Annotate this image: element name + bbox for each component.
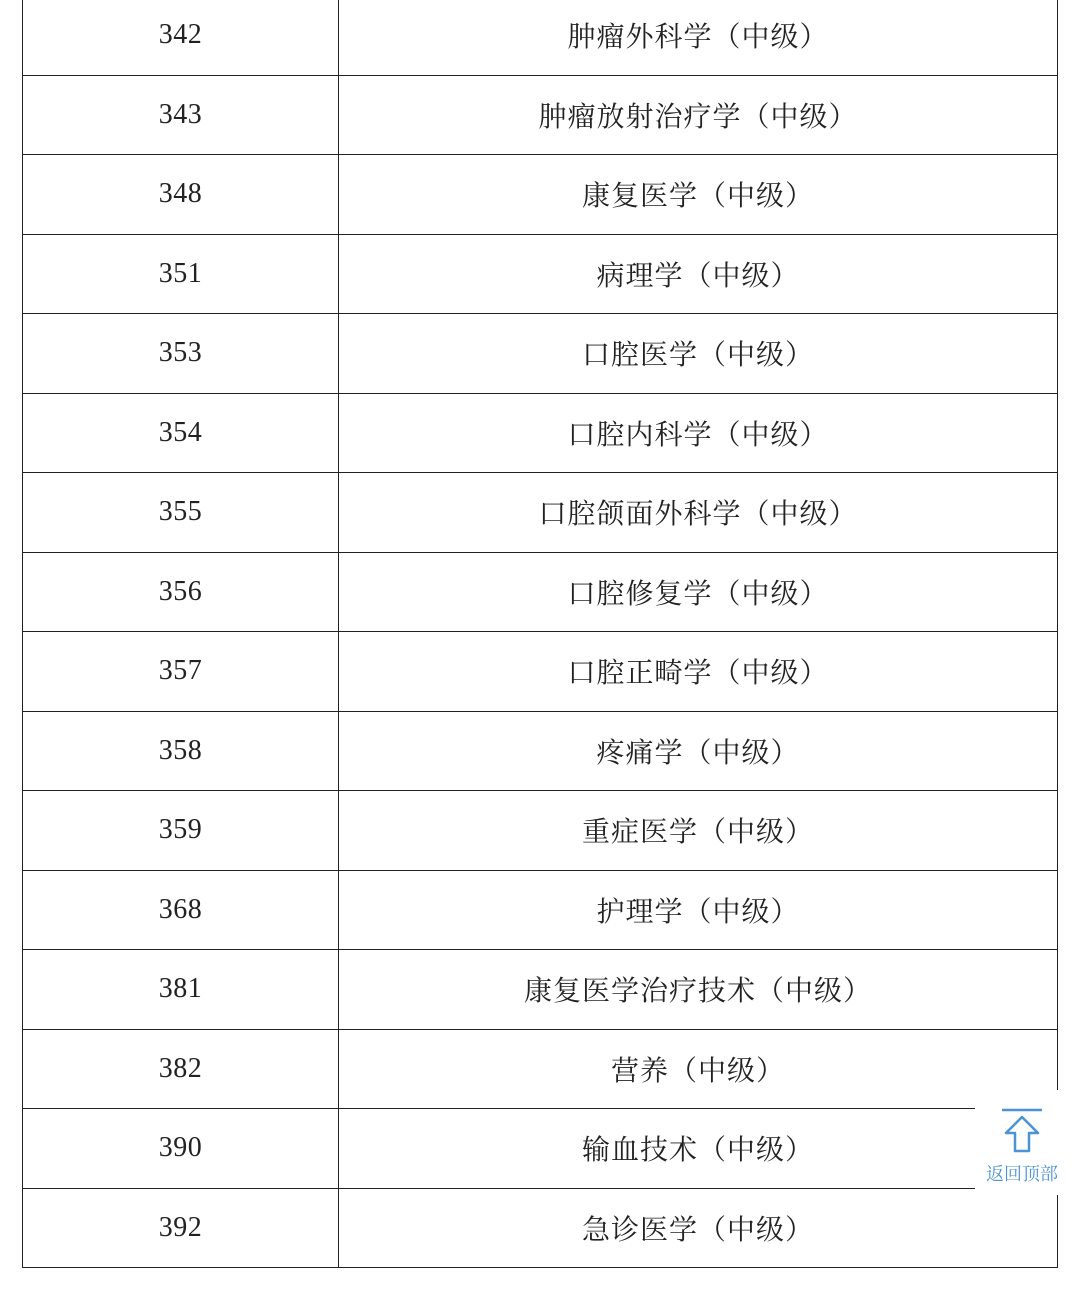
subject-code-cell: 354 (23, 393, 339, 473)
table-row (23, 1109, 1058, 1189)
subject-code-cell: 368 (23, 870, 339, 950)
subject-code-cell: 359 (23, 791, 339, 871)
subject-code-cell: 390 (23, 1109, 339, 1189)
subject-code-cell: 353 (23, 314, 339, 394)
back-to-top-label: 返回顶部 (986, 1164, 1058, 1185)
subject-name-cell: 输血技术（中级） (339, 1109, 1058, 1189)
table-row (23, 314, 1058, 394)
subject-code-cell: 351 (23, 234, 339, 314)
subject-code-cell: 357 (23, 632, 339, 712)
subject-code-cell: 348 (23, 155, 339, 235)
table-body (23, 0, 1058, 1268)
subject-name-cell: 重症医学（中级） (339, 791, 1058, 871)
subject-name-cell: 口腔修复学（中级） (339, 552, 1058, 632)
table-row (23, 791, 1058, 871)
table-row (23, 950, 1058, 1030)
subject-name-cell: 急诊医学（中级） (339, 1188, 1058, 1268)
exam-subject-table (22, 0, 1058, 1268)
table-row (23, 393, 1058, 473)
subject-name-cell: 肿瘤外科学（中级） (339, 0, 1058, 75)
subject-code-cell: 392 (23, 1188, 339, 1268)
table-row (23, 552, 1058, 632)
table-row (23, 473, 1058, 553)
subject-name-cell: 口腔内科学（中级） (339, 393, 1058, 473)
subject-code-cell: 381 (23, 950, 339, 1030)
table-row (23, 870, 1058, 950)
subject-name-cell: 康复医学（中级） (339, 155, 1058, 235)
table-row (23, 1188, 1058, 1268)
subject-code-cell: 356 (23, 552, 339, 632)
subject-code-cell: 358 (23, 711, 339, 791)
subject-code-cell: 382 (23, 1029, 339, 1109)
subject-name-cell: 康复医学治疗技术（中级） (339, 950, 1058, 1030)
table-row (23, 711, 1058, 791)
subject-code-cell: 355 (23, 473, 339, 553)
subject-name-cell: 病理学（中级） (339, 234, 1058, 314)
subject-name-cell: 护理学（中级） (339, 870, 1058, 950)
arrow-up-icon (1001, 1108, 1043, 1154)
table-row (23, 632, 1058, 712)
subject-name-cell: 营养（中级） (339, 1029, 1058, 1109)
subject-name-cell: 口腔医学（中级） (339, 314, 1058, 394)
table-row (23, 234, 1058, 314)
subject-name-cell: 口腔颌面外科学（中级） (339, 473, 1058, 553)
subject-name-cell: 口腔正畸学（中级） (339, 632, 1058, 712)
table-row (23, 155, 1058, 235)
back-to-top-button[interactable] (975, 1090, 1080, 1195)
table-row (23, 0, 1058, 75)
subject-name-cell: 疼痛学（中级） (339, 711, 1058, 791)
subject-code-cell: 343 (23, 75, 339, 155)
table-row (23, 75, 1058, 155)
subject-name-cell: 肿瘤放射治疗学（中级） (339, 75, 1058, 155)
subject-code-cell: 342 (23, 0, 339, 75)
table-row (23, 1029, 1058, 1109)
